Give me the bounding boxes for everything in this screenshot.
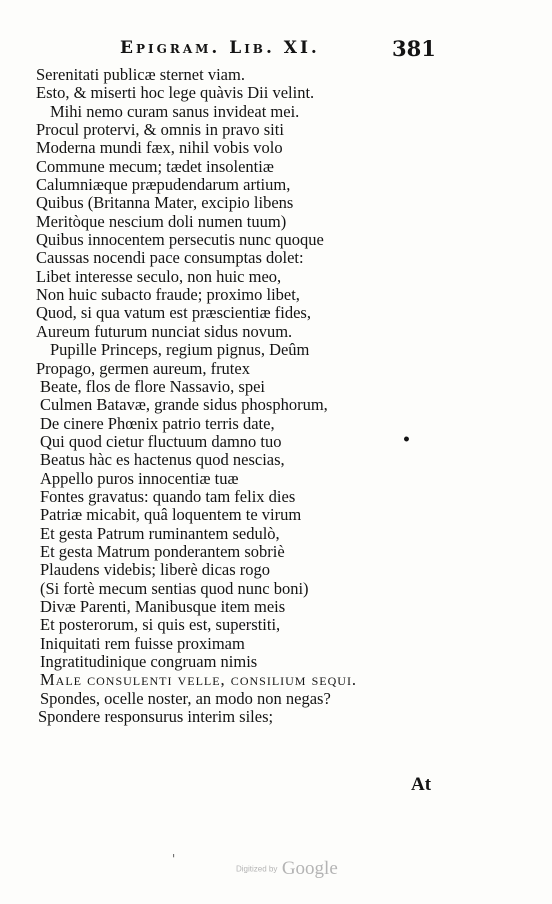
verse-line: Et gesta Matrum ponderantem sobriè <box>40 541 285 561</box>
verse-line: Male consulenti velle, consilium sequi. <box>40 670 358 690</box>
verse-line: Non huic subacto fraude; proximo libet, <box>36 285 300 305</box>
verse-line: De cinere Phœnix patrio terris date, <box>40 413 275 433</box>
google-logo: Google <box>281 858 338 879</box>
verse-line: Serenitati publicæ sternet viam. <box>36 65 245 84</box>
verse-line: Fontes gravatus: quando tam felix dies <box>40 486 296 506</box>
verse-line: Patriæ micabit, quâ loquentem te virum <box>40 505 302 525</box>
verse-line: Caussas nocendi pace consumptas dolet: <box>36 248 304 268</box>
verse-line: Beate, flos de flore Nassavio, spei <box>40 376 265 396</box>
verse-line: Et gesta Patrum ruminantem sedulò, <box>40 523 280 543</box>
verse-line: Calumniæque præpudendarum artium, <box>36 175 291 195</box>
catchword: At <box>411 774 432 795</box>
verse-line: Ingratitudinique congruam nimis <box>40 652 258 671</box>
digitized-by-label: Digitized by <box>236 864 278 874</box>
verse-line: (Si fortè mecum sentias quod nunc boni) <box>40 578 309 598</box>
verse-line: Divæ Parenti, Manibusque item meis <box>40 596 286 616</box>
verse-line: Beatus hàc es hactenus quod nescias, <box>40 450 285 470</box>
verse-line: Pupille Princeps, regium pignus, Deûm <box>50 340 310 360</box>
digitized-watermark <box>236 858 338 880</box>
stray-mark: ' <box>172 852 176 866</box>
verse-line: Spondes, ocelle noster, an modo non negas? <box>40 688 331 708</box>
margin-mark: • <box>402 432 411 448</box>
verse-line: Propago, germen aureum, frutex <box>36 358 250 378</box>
verse-line: Libet interesse seculo, non huic meo, <box>36 266 282 286</box>
verse-line: Spondere responsurus interim siles; <box>38 707 274 727</box>
verse-line: Quibus innocentem persecutis nunc quoque <box>36 230 324 250</box>
verse-line: Moderna mundi fæx, nihil vobis volo <box>36 138 283 158</box>
verse-text <box>36 66 416 726</box>
verse-line: Quod, si qua vatum est præscientiæ fides, <box>36 303 311 323</box>
verse-line: Commune mecum; tædet insolentiæ <box>36 156 274 176</box>
verse-line: Aureum futurum nunciat sidus novum. <box>36 321 293 341</box>
running-head: Epigram. Lib. XI. <box>120 38 320 58</box>
page-number: 381 <box>392 36 436 61</box>
verse-line: Plaudens videbis; liberè dicas rogo <box>40 560 271 580</box>
verse-line: Mihi nemo curam sanus invideat mei. <box>50 101 300 121</box>
verse-line: Qui quod cietur fluctuum damno tuo <box>40 431 282 451</box>
verse-line: Culmen Batavæ, grande sidus phosphorum, <box>40 395 328 415</box>
verse-line: Et posterorum, si quis est, superstiti, <box>40 615 281 635</box>
verse-line: Appello puros innocentiæ tuæ <box>40 468 239 488</box>
verse-line: Esto, & miserti hoc lege quàvis Dii velint. <box>36 83 315 103</box>
verse-line: Meritòque nescium doli numen tuum) <box>36 211 287 231</box>
verse-line: Quibus (Britanna Mater, excipio libens <box>36 193 294 213</box>
verse-line: Iniquitati rem fuisse proximam <box>40 633 245 653</box>
verse-line: Procul protervi, & omnis in pravo siti <box>36 120 284 140</box>
